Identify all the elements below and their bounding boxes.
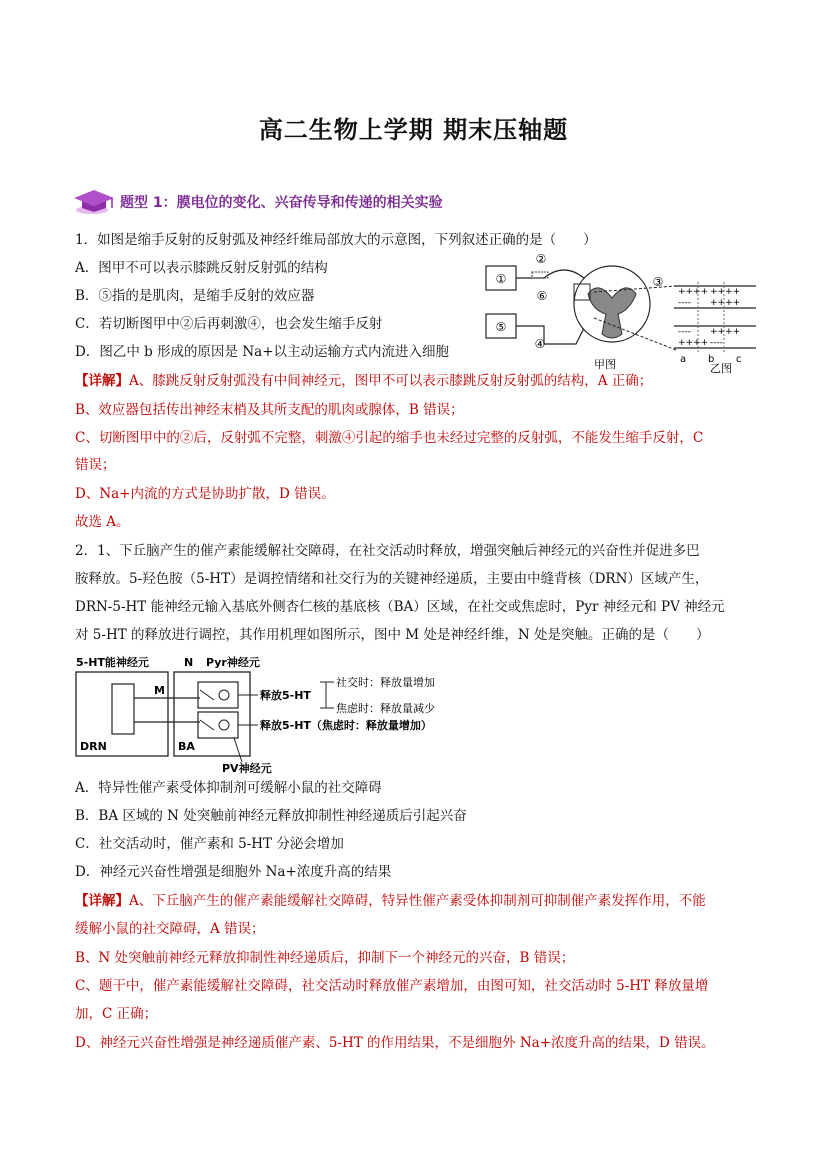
fig2-m: M — [154, 684, 165, 697]
q2-explanation-d: D、神经元兴奋性增强是神经递质催产素、5-HT 的作用结果，不是细胞外 Na+浓度升高的结果，D 错误。 — [75, 1035, 715, 1051]
section-label: 题型 1：膜电位的变化、兴奋传导和传递的相关实验 — [120, 195, 443, 211]
q2-stem-1: 2．1、下丘脑产生的催产素能缓解社交障碍，在社交活动时释放，增强突触后神经元的兴奋性并促进多巴 — [75, 543, 700, 559]
q2-explanation-a2: 缓解小鼠的社交障碍，A 错误； — [75, 921, 265, 937]
section-header — [72, 186, 762, 216]
fig1-label-1: ① — [495, 272, 507, 286]
graduation-cap-icon — [72, 186, 116, 216]
svg-text:++++: ++++ — [710, 298, 741, 308]
5ht-mechanism-figure — [72, 652, 472, 776]
fig1-caption-right: 乙图 — [710, 362, 732, 374]
svg-text:++++: ++++ — [710, 287, 741, 297]
svg-text:----: ---- — [710, 338, 723, 348]
fig2-release2: 释放5-HT（焦虑时：释放量增加） — [260, 719, 432, 732]
q1-stem: 1．如图是缩手反射的反射弧及神经纤维局部放大的示意图，下列叙述正确的是（ ） — [75, 232, 597, 248]
q1-option-b: B．⑤指的是肌肉，是缩手反射的效应器 — [75, 288, 315, 304]
q2-option-d: D．神经元兴奋性增强是细胞外 Na+浓度升高的结果 — [75, 864, 392, 880]
fig1-label-6: ⑥ — [536, 289, 548, 303]
svg-text:++++: ++++ — [678, 287, 709, 297]
q2-explanation-c: C、题干中，催产素能缓解社交障碍，社交活动时释放催产素增加，由图可知，社交活动时 5-HT 释放量增 — [75, 978, 709, 994]
q1-option-c: C．若切断图甲中②后再刺激④，也会发生缩手反射 — [75, 316, 383, 332]
fig2-pv: PV神经元 — [222, 762, 272, 775]
svg-text:----: ---- — [678, 298, 691, 308]
fig1-seg-b: b — [708, 354, 715, 365]
q2-explanation-c2: 加，C 正确； — [75, 1006, 158, 1022]
fig1-label-5: ⑤ — [495, 320, 507, 334]
fig1-seg-c: c — [736, 354, 742, 365]
svg-text:++++: ++++ — [710, 327, 741, 337]
fig1-label-4: ④ — [534, 337, 546, 351]
q1-option-d: D．图乙中 b 形成的原因是 Na+以主动运输方式内流进入细胞 — [75, 344, 450, 360]
q1-explanation-c: C、切断图甲中的②后，反射弧不完整，刺激④引起的缩手也未经过完整的反射弧，不能发生缩手反射，C — [75, 430, 704, 446]
fig2-pyr: Pyr神经元 — [206, 656, 260, 669]
fig2-5ht-neuron: 5-HT能神经元 — [76, 656, 149, 669]
fig2-social: 社交时：释放量增加 — [336, 676, 435, 689]
svg-text:++++: ++++ — [678, 338, 709, 348]
fig1-label-3: ③ — [652, 275, 664, 289]
svg-text:----: ---- — [678, 327, 691, 337]
q2-option-b: B．BA 区域的 N 处突触前神经元释放抑制性神经递质后引起兴奋 — [75, 808, 467, 824]
fig2-ba: BA — [178, 740, 195, 753]
q1-explanation-d: D、Na+内流的方式是协助扩散，D 错误。 — [75, 486, 335, 502]
q2-stem-4: 对 5-HT 的释放进行调控，其作用机理如图所示，图中 M 处是神经纤维，N 处是突触。正确的是（ ） — [75, 627, 710, 643]
fig2-anxious: 焦虑时：释放量减少 — [336, 702, 435, 715]
fig1-seg-a: a — [680, 354, 687, 365]
q1-explanation-b: B、效应器包括传出神经末梢及其所支配的肌肉或腺体，B 错误； — [75, 402, 464, 418]
q1-option-a: A．图甲不可以表示膝跳反射反射弧的结构 — [75, 260, 328, 276]
q2-detail-tag: 【详解】 — [75, 893, 129, 909]
q2-option-a: A．特异性催产素受体抑制剂可缓解小鼠的社交障碍 — [75, 780, 382, 796]
q2-stem-3: DRN-5-HT 能神经元输入基底外侧杏仁核的基底核（BA）区域，在社交或焦虑时，Pyr 神经元和 PV 神经元 — [75, 599, 725, 615]
q2-explanation-b: B、N 处突触前神经元释放抑制性神经递质后，抑制下一个神经元的兴奋，B 错误； — [75, 950, 575, 966]
q2-explanation-a: 【详解】A、下丘脑产生的催产素能缓解社交障碍，特异性催产素受体抑制剂可抑制催产素发挥作用，不能 — [75, 893, 706, 909]
q1-detail-tag: 【详解】 — [75, 373, 129, 389]
fig2-drn: DRN — [80, 740, 107, 753]
q1-explanation-a: 【详解】A、膝跳反射反射弧没有中间神经元，图甲不可以表示膝跳反射反射弧的结构，A 正确； — [75, 373, 653, 389]
q1-answer: 故选 A。 — [75, 514, 130, 530]
fig1-label-2: ② — [535, 252, 547, 266]
fig2-n: N — [184, 656, 194, 669]
fig2-release1: 释放5-HT — [260, 689, 311, 702]
q2-option-c: C．社交活动时，催产素和 5-HT 分泌会增加 — [75, 836, 344, 852]
q2-stem-2: 胺释放。5-羟色胺（5-HT）是调控情绪和社交行为的关键神经递质，主要由中缝背核（DRN）区域产生， — [75, 571, 709, 587]
page-title: 高二生物上学期 期末压轴题 — [258, 116, 569, 144]
fig1-caption-left: 甲图 — [594, 358, 616, 371]
q1-explanation-c2: 错误； — [75, 457, 116, 473]
reflex-arc-figure — [484, 248, 774, 374]
